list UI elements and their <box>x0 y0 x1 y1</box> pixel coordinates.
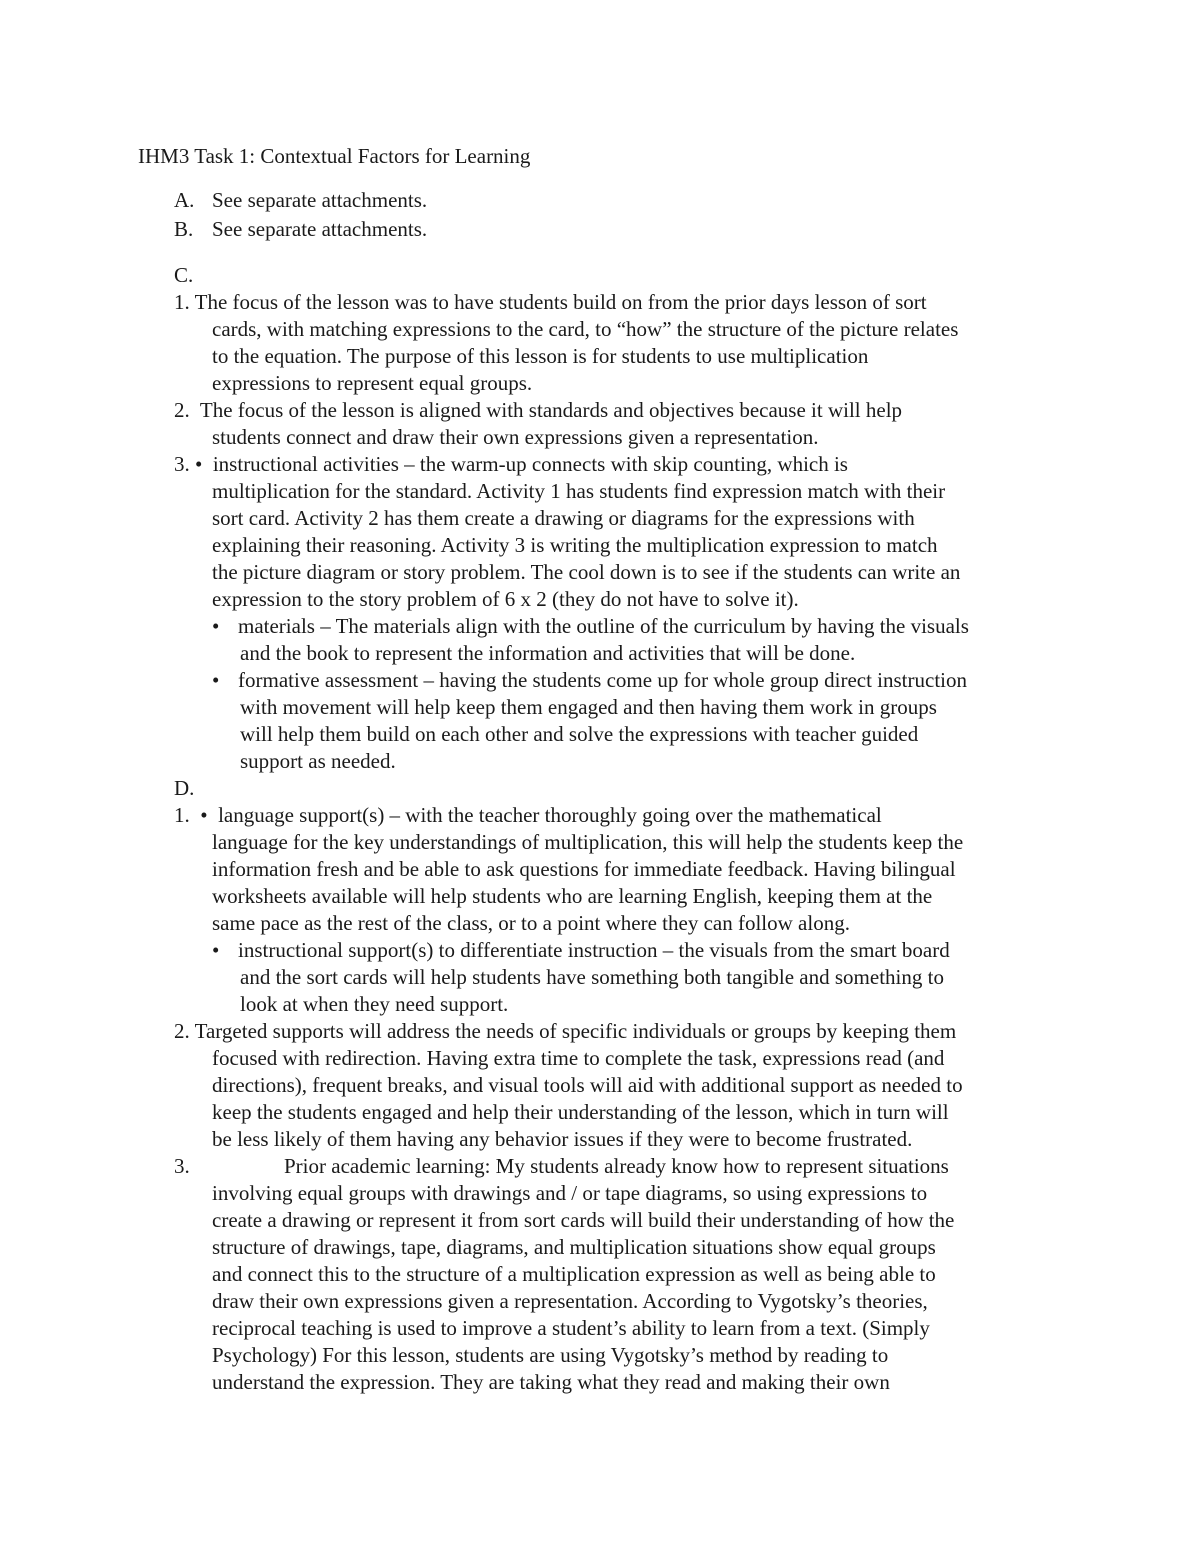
d-item1-line: worksheets available will help students who are learning English, keeping them at the <box>212 884 933 908</box>
section-b-marker: B. <box>174 217 194 241</box>
d-item3-line: structure of drawings, tape, diagrams, and multiplication situations show equal groups <box>212 1235 936 1259</box>
c-item3-line: expression to the story problem of 6 x 2 (they do not have to solve it). <box>212 587 799 611</box>
page-title: IHM3 Task 1: Contextual Factors for Learning <box>138 144 531 168</box>
d-item2-line: focused with redirection. Having extra time to complete the task, expressions read (and <box>212 1046 945 1070</box>
d-item1-line: information fresh and be able to ask questions for immediate feedback. Having bilingual <box>212 857 956 881</box>
c-formative-line: will help them build on each other and solve the expressions with teacher guided <box>240 722 919 746</box>
d-item3-marker: 3. <box>174 1154 190 1178</box>
c-formative-line: formative assessment – having the students come up for whole group direct instruction <box>238 668 968 692</box>
bullet-icon: • <box>212 614 220 638</box>
d-item3-line: and connect this to the structure of a multiplication expression as well as being able to <box>212 1262 936 1286</box>
d-item1-line: same pace as the rest of the class, or to a point where they can follow along. <box>212 911 850 935</box>
d-item2-line: be less likely of them having any behavior issues if they were to become frustrated. <box>212 1127 913 1151</box>
bullet-icon: • <box>212 668 220 692</box>
d-instructional-line: look at when they need support. <box>240 992 509 1016</box>
c-formative-line: with movement will help keep them engaged and then having them work in groups <box>240 695 937 719</box>
section-a-marker: A. <box>174 188 195 212</box>
section-d-heading: D. <box>174 776 195 800</box>
c-item3-line: explaining their reasoning. Activity 3 is writing the multiplication expression to match <box>212 533 938 557</box>
c-formative-line: support as needed. <box>240 749 396 773</box>
c-materials-line: materials – The materials align with the outline of the curriculum by having the visuals <box>238 614 969 638</box>
d-item2-line: keep the students engaged and help their understanding of the lesson, which in turn will <box>212 1100 949 1124</box>
c-item3-line: 3. • instructional activities – the warm-up connects with skip counting, which is <box>174 452 848 476</box>
section-a-text: See separate attachments. <box>212 188 428 212</box>
d-item3-line: involving equal groups with drawings and / or tape diagrams, so using expressions to <box>212 1181 928 1205</box>
d-instructional-line: instructional support(s) to differentiate instruction – the visuals from the smart board <box>238 938 950 962</box>
c-item1-line: 1. The focus of the lesson was to have students build on from the prior days lesson of sort <box>174 290 927 314</box>
c-item3-line: sort card. Activity 2 has them create a drawing or diagrams for the expressions with <box>212 506 915 530</box>
d-item1-line: 1. • language support(s) – with the teacher thoroughly going over the mathematical <box>174 803 882 827</box>
d-item2-line: 2. Targeted supports will address the needs of specific individuals or groups by keeping them <box>174 1019 957 1043</box>
d-item2-line: directions), frequent breaks, and visual tools will aid with additional support as needed to <box>212 1073 963 1097</box>
d-item3-line: draw their own expressions given a representation. According to Vygotsky’s theories, <box>212 1289 928 1313</box>
d-item1-line: language for the key understandings of multiplication, this will help the students keep the <box>212 830 964 854</box>
d-item3-line: understand the expression. They are taking what they read and making their own <box>212 1370 890 1394</box>
c-item1-line: cards, with matching expressions to the card, to “how” the structure of the picture relates <box>212 317 959 341</box>
c-item1-line: to the equation. The purpose of this lesson is for students to use multiplication <box>212 344 869 368</box>
bullet-icon: • <box>212 938 220 962</box>
c-materials-line: and the book to represent the information and activities that will be done. <box>240 641 856 665</box>
d-item3-line: create a drawing or represent it from sort cards will build their understanding of how the <box>212 1208 955 1232</box>
d-instructional-line: and the sort cards will help students have something both tangible and something to <box>240 965 944 989</box>
c-item3-line: the picture diagram or story problem. The cool down is to see if the students can write an <box>212 560 961 584</box>
d-item3-line: reciprocal teaching is used to improve a student’s ability to learn from a text. (Simply <box>212 1316 930 1340</box>
c-item2-line: 2. The focus of the lesson is aligned with standards and objectives because it will help <box>174 398 903 422</box>
d-item3-line: Prior academic learning: My students already know how to represent situations <box>284 1154 949 1178</box>
c-item2-line: students connect and draw their own expressions given a representation. <box>212 425 819 449</box>
c-item1-line: expressions to represent equal groups. <box>212 371 533 395</box>
d-item3-line: Psychology) For this lesson, students are using Vygotsky’s method by reading to <box>212 1343 889 1367</box>
section-b-text: See separate attachments. <box>212 217 428 241</box>
c-item3-line: multiplication for the standard. Activity 1 has students find expression match with their <box>212 479 946 503</box>
section-c-heading: C. <box>174 263 194 287</box>
